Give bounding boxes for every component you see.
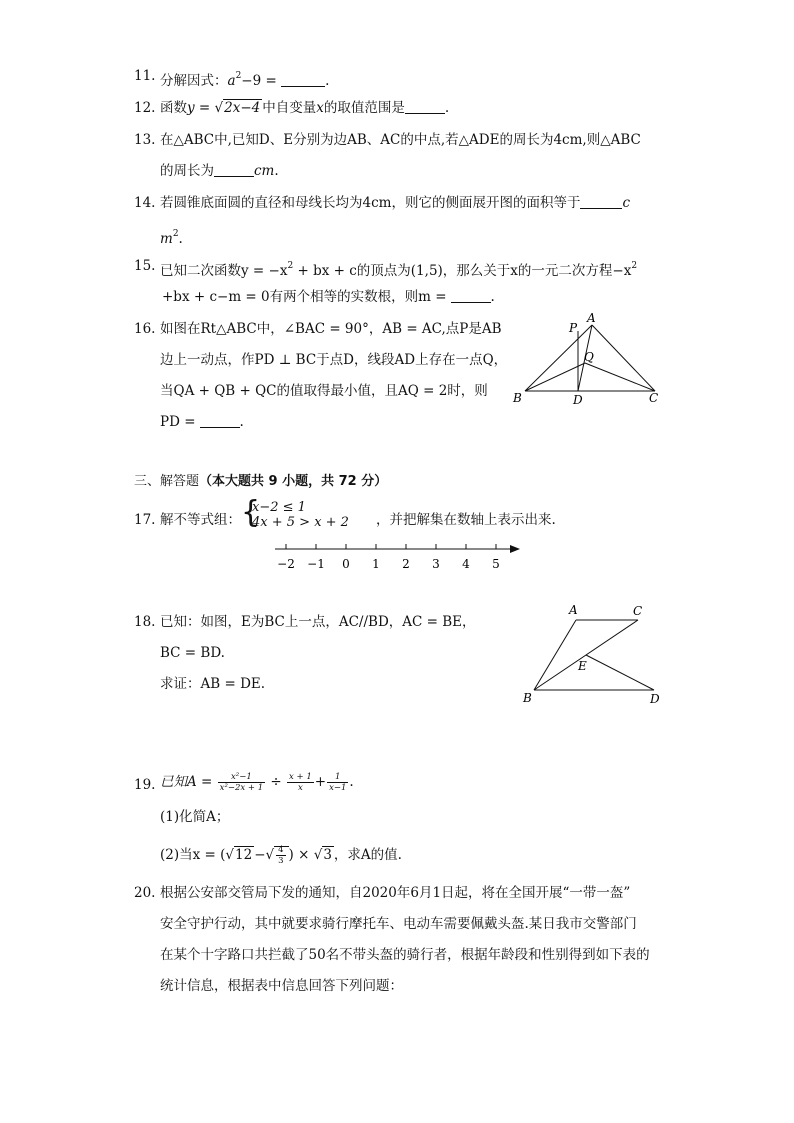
q14-line1 [160,194,630,212]
q19-fraction-3 [327,772,348,793]
q19-minus: − [254,847,266,863]
q18-line3: 求证：AB = DE. [160,676,266,692]
number-line-tick-label: 5 [492,557,500,571]
q19-end: . [349,774,354,790]
fig16-label-b: B [513,391,522,405]
q18-line2: BC = BD. [160,645,225,661]
q14-answer-blank [580,194,622,209]
q12-number: 12. [134,100,156,116]
q15-line1-a: 已知二次函数y = −x [160,263,288,279]
q19-part2-post: ，求A的值. [333,847,402,863]
q12-post: 的取值范围是 [323,100,405,116]
fig16-edge-ac [592,325,655,391]
fig16-segment-qb [525,363,585,391]
q19-part2-mid: ) × [288,847,314,863]
q11-exp: 2 [235,71,242,81]
q19-fraction-2 [287,772,314,793]
q19-number: 19. [134,777,156,793]
q19-expression [160,767,354,797]
fig18-segment-de [586,655,654,690]
q19-f2-denominator: x [298,783,303,793]
q12-mid: 中自变量 [262,100,317,116]
q11-number: 11. [134,68,156,84]
q15-line2 [162,288,495,306]
q19-part2: (2)当x = (√12 −√ $\frac{4}{3}$ ) × √3 ，求A的值. [160,845,402,866]
q20-line3: 在某个十字路口共拦截了50名不带头盔的骑行者，根据年龄段和性别得到如下表的 [160,947,650,963]
q13-unit: cm [254,163,275,179]
q20-line4: 统计信息，根据表中信息回答下列问题： [160,978,403,994]
q19-pre: 已知A = [160,774,213,790]
q16-answer-blank [200,413,240,428]
number-line-tick-label: 4 [462,557,470,571]
number-line [270,538,525,574]
q13-line2 [160,162,279,180]
q12-x: x [316,100,324,116]
fig16-label-c: C [649,391,659,405]
figure-q16-triangle [505,308,670,408]
fig16-segment-qc [585,363,655,391]
fig18-label-e: E [578,659,587,673]
fig18-label-c: C [633,604,643,618]
q13-answer-blank [214,162,254,177]
q16-line3: 当QA + QB + QC的值取得最小值，且AQ = 2时，则 [160,383,488,399]
q19-radicand-3: 3 [323,847,332,863]
q19-fraction-1 [218,772,265,793]
q16-line4-text: PD = [160,414,196,430]
q13-line2-pre: 的周长为 [160,163,214,179]
q19-op-divide: ÷ [270,774,282,790]
q18-line1: 已知：如图，E为BC上一点，AC//BD，AC = BE， [160,614,476,630]
number-line-tick-label: 2 [402,557,410,571]
q17-brace: { [241,495,261,530]
number-line-tick-label: 3 [432,557,440,571]
fig18-label-d: D [650,692,660,706]
q17-ineq1: x−2 ≤ 1 [252,500,306,515]
q14-end: . [178,231,183,247]
q11-text [160,67,329,90]
q18-number: 18. [134,614,156,630]
q19-f1-numerator: x²−1 [218,772,265,783]
q11-pre: 分解因式： [160,73,228,89]
q17-post: ，并把解集在数轴上表示出来. [376,512,556,528]
q12-radicand: 2x−4 [224,100,261,116]
number-line-arrow [510,545,520,553]
q13-end: . [274,163,279,179]
q15-number: 15. [134,258,156,274]
q19-f3-denominator: x−1 [329,783,347,793]
q11-rest: −9 = [241,73,277,89]
number-line-tick-label: 0 [342,557,350,571]
q16-line4 [160,413,244,431]
q19-part1: (1)化简A； [160,809,230,825]
q15-line1-b: + bx + c的顶点为(1,5)，那么关于x的一元二次方程−x [293,263,632,279]
q20-number: 20. [134,885,156,901]
q11-answer-blank [281,72,325,87]
q12-answer-blank [405,99,445,114]
fig16-label-d: D [573,393,583,407]
q19-f4-denominator: 3 [278,856,284,866]
q11-end: . [325,73,330,89]
q19-fraction-4-3 [276,845,285,866]
q16-line2: 边上一动点，作PD ⊥ BC于点D，线段AD上存在一点Q， [160,352,508,368]
q12-y: y = [187,100,215,116]
number-line-tick-label: 1 [372,557,380,571]
q19-f2-numerator: x + 1 [289,772,312,782]
q14-line1-text: 若圆锥底面圆的直径和母线长均为4cm，则它的侧面展开图的面积等于 [160,195,581,211]
q16-line1: 如图在Rt△ABC中，∠BAC = 90°，AB = AC,点P是AB [160,321,502,337]
q16-end: . [239,414,244,430]
q15-exp1: 2 [287,261,294,271]
figure-q18 [518,598,668,710]
q12-pre: 函数 [160,100,187,116]
q14-unit-c: c [622,195,631,211]
q19-f1-denominator: x²−2x + 1 [219,783,264,793]
q13-number: 13. [134,132,156,148]
fig16-label-p: P [569,321,578,335]
fig18-label-a: A [569,603,578,617]
q19-radicand-12: 12 [235,847,253,863]
q14-exp: 2 [172,229,179,239]
q19-part2-pre: (2)当x = ( [160,847,226,863]
q12-end: . [444,100,450,116]
q19-f4-numerator: 4 [278,845,284,855]
q14-unit-m: m [160,231,173,247]
number-line-tick-label: −2 [277,557,295,571]
q11-var: a [227,73,236,89]
section3-title: 三、解答题 [134,474,200,489]
fig18-label-b: B [523,691,532,705]
q15-line1 [160,257,637,280]
q17-pre: 解不等式组： [160,512,241,528]
q15-exp2: 2 [631,261,638,271]
fig16-edge-ab [525,325,592,391]
q20-line1: 根据公安部交管局下发的通知，自2020年6月1日起，将在全国开展“一带一盔” [160,885,631,901]
q15-end: . [490,289,495,305]
q14-line2 [160,225,183,248]
q17-number: 17. [134,512,156,528]
q16-number: 16. [134,321,156,337]
q17-ineq2: 4x + 5 > x + 2 [252,515,349,530]
q15-answer-blank [451,288,491,303]
q13-line1: 在△ABC中,已知D、E分别为边AB、AC的中点,若△ADE的周长为4cm,则△ABC [160,132,641,148]
fig18-segment-ab [534,620,576,690]
fig16-label-q: Q [584,350,594,364]
fig16-label-a: A [587,311,596,325]
q19-f3-numerator: 1 [327,772,348,783]
q14-number: 14. [134,195,156,211]
section3-detail: （本大题共 9 小题，共 72 分） [199,474,388,489]
q20-line2: 安全守护行动，其中就要求骑行摩托车、电动车需要佩戴头盔.某日我市交警部门 [160,916,637,932]
q19-op-plus: + [314,774,327,790]
section3-header [134,473,387,491]
number-line-tick-label: −1 [307,557,325,571]
q12-text: 函数y = √2x−4 中自变量x的取值范围是 . [160,100,450,116]
q15-line2-text: +bx + c−m = 0有两个相等的实数根，则m = [162,289,447,305]
